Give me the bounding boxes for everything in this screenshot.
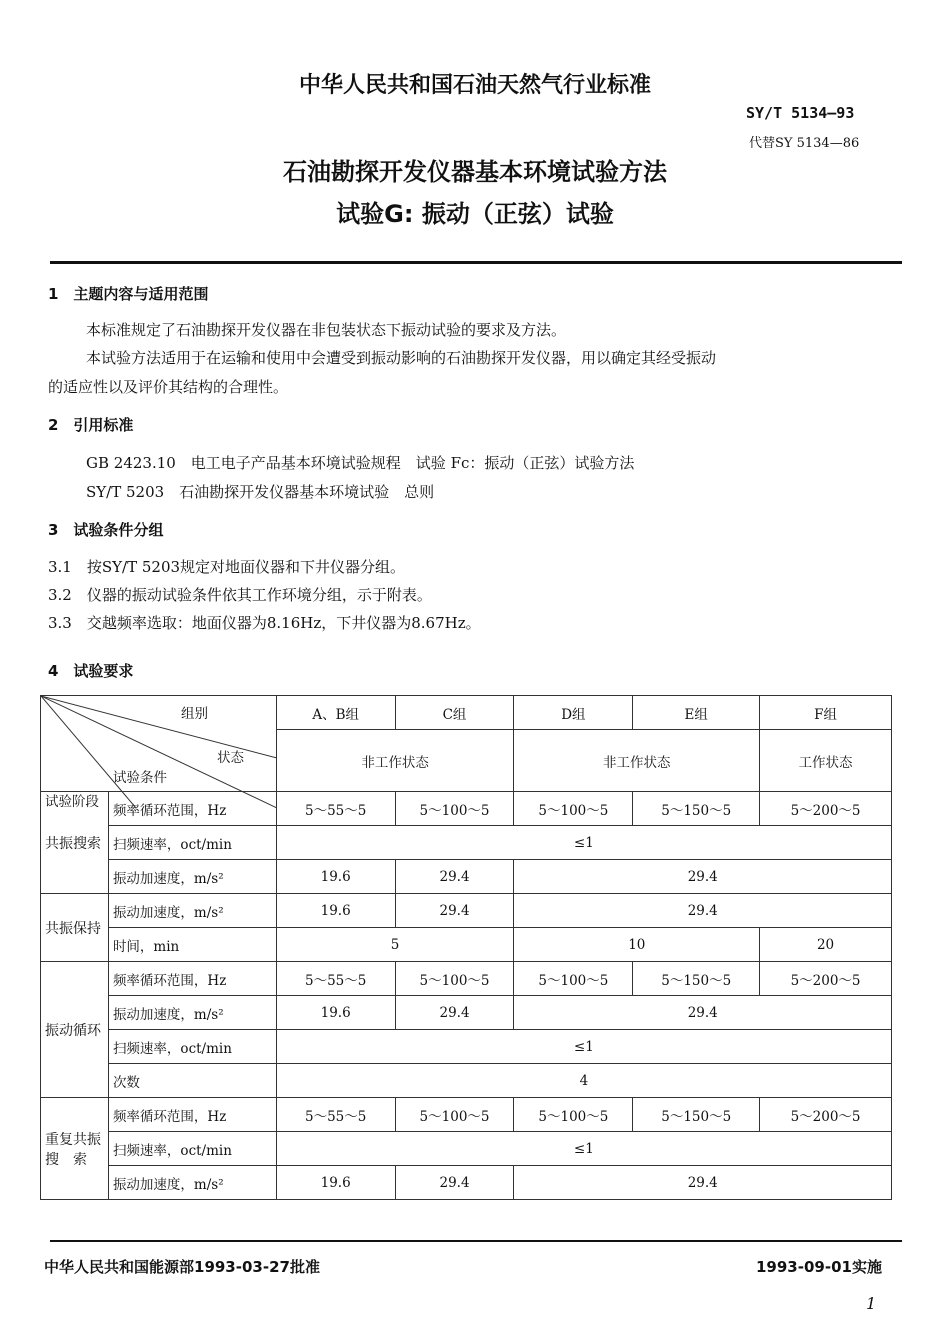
clause-3-2: 3.2 仪器的振动试验条件依其工作环境分组，示于附表。 — [48, 586, 432, 604]
state-working-f: 工作状态 — [760, 730, 892, 792]
diag-group-label: 组别 — [181, 706, 208, 722]
group-e: E组 — [633, 696, 760, 730]
top-rule — [50, 261, 902, 264]
count-all: 4 — [276, 1064, 891, 1098]
cond-accel: 振动加速度，m/s² — [108, 860, 276, 894]
freq-d: 5～100～5 — [514, 792, 633, 826]
test-requirements-table — [40, 695, 892, 1200]
freq-d: 5～100～5 — [514, 1098, 633, 1132]
accel-ab: 19.6 — [276, 860, 395, 894]
stage-vibration-cycle: 振动循环 — [41, 962, 109, 1098]
document-title: 石油勘探开发仪器基本环境试验方法 — [283, 158, 667, 186]
time-de: 10 — [514, 928, 760, 962]
freq-ab: 5～55～5 — [276, 962, 395, 996]
section-2-title: 2 引用标准 — [48, 416, 134, 434]
freq-ab: 5～55～5 — [276, 792, 395, 826]
accel-ab: 19.6 — [276, 1166, 395, 1200]
accel-c: 29.4 — [395, 1166, 514, 1200]
freq-c: 5～100～5 — [395, 962, 514, 996]
freq-d: 5～100～5 — [514, 962, 633, 996]
reference-syt5203: SY/T 5203 石油勘探开发仪器基本环境试验 总则 — [86, 483, 435, 501]
diag-condition-label: 试验条件 — [113, 770, 167, 786]
cond-freq-range: 频率循环范围，Hz — [108, 962, 276, 996]
standard-code: SY/T 5134—93 — [746, 104, 855, 122]
time-abc: 5 — [276, 928, 514, 962]
sweep-all: ≤1 — [276, 1132, 891, 1166]
freq-e: 5～150～5 — [633, 962, 760, 996]
cond-sweep-rate: 扫频速率，oct/min — [108, 1132, 276, 1166]
freq-f: 5～200～5 — [760, 1098, 892, 1132]
freq-c: 5～100～5 — [395, 1098, 514, 1132]
accel-c: 29.4 — [395, 860, 514, 894]
section-1-title: 1 主题内容与适用范围 — [48, 285, 209, 303]
section-1-paragraph-2-cont: 的适应性以及评价其结构的合理性。 — [48, 378, 289, 396]
cond-count: 次数 — [108, 1064, 276, 1098]
bottom-rule — [50, 1240, 902, 1242]
accel-def: 29.4 — [514, 860, 892, 894]
freq-f: 5～200～5 — [760, 792, 892, 826]
cond-accel: 振动加速度，m/s² — [108, 894, 276, 928]
diag-state-label: 状态 — [217, 750, 244, 766]
accel-ab: 19.6 — [276, 996, 395, 1030]
stage-resonance-search: 共振搜索 — [41, 792, 109, 894]
accel-def: 29.4 — [514, 1166, 892, 1200]
implementation-date: 1993-09-01实施 — [756, 1258, 882, 1276]
freq-ab: 5～55～5 — [276, 1098, 395, 1132]
group-d: D组 — [514, 696, 633, 730]
accel-def: 29.4 — [514, 894, 892, 928]
freq-e: 5～150～5 — [633, 792, 760, 826]
accel-ab: 19.6 — [276, 894, 395, 928]
replaces-code: 代替SY 5134—86 — [749, 136, 860, 151]
section-4-title: 4 试验要求 — [48, 662, 134, 680]
diag-stage-label: 试验阶段 — [45, 794, 99, 810]
section-3-title: 3 试验条件分组 — [48, 521, 164, 539]
freq-c: 5～100～5 — [395, 792, 514, 826]
cond-sweep-rate: 扫频速率，oct/min — [108, 826, 276, 860]
group-f: F组 — [760, 696, 892, 730]
clause-3-3: 3.3 交越频率选取：地面仪器为8.16Hz，下井仪器为8.67Hz。 — [48, 614, 481, 632]
diagonal-header-cell — [41, 696, 277, 810]
sweep-all: ≤1 — [276, 826, 891, 860]
freq-e: 5～150～5 — [633, 1098, 760, 1132]
page-number: 1 — [866, 1294, 877, 1313]
accel-c: 29.4 — [395, 894, 514, 928]
stage-resonance-hold: 共振保持 — [41, 894, 109, 962]
cond-accel: 振动加速度，m/s² — [108, 996, 276, 1030]
freq-f: 5～200～5 — [760, 962, 892, 996]
cond-time: 时间，min — [108, 928, 276, 962]
stage-repeat-search: 重复共振搜 索 — [41, 1098, 109, 1200]
cond-accel: 振动加速度，m/s² — [108, 1166, 276, 1200]
document-subtitle: 试验G: 振动（正弦）试验 — [336, 200, 614, 228]
reference-gb2423: GB 2423.10 电工电子产品基本环境试验规程 试验 Fc：振动（正弦）试验方法 — [86, 454, 635, 472]
state-nonworking-de: 非工作状态 — [514, 730, 760, 792]
state-nonworking-abc: 非工作状态 — [276, 730, 514, 792]
issuer-heading: 中华人民共和国石油天然气行业标准 — [298, 73, 651, 98]
clause-3-1: 3.1 按SY/T 5203规定对地面仪器和下井仪器分组。 — [48, 558, 406, 576]
approval-line: 中华人民共和国能源部1993-03-27批准 — [44, 1258, 320, 1276]
section-1-paragraph-1: 本标准规定了石油勘探开发仪器在非包装状态下振动试验的要求及方法。 — [86, 321, 567, 339]
cond-freq-range: 频率循环范围，Hz — [108, 792, 276, 826]
time-f: 20 — [760, 928, 892, 962]
cond-sweep-rate: 扫频速率，oct/min — [108, 1030, 276, 1064]
group-c: C组 — [395, 696, 514, 730]
sweep-all: ≤1 — [276, 1030, 891, 1064]
cond-freq-range: 频率循环范围，Hz — [108, 1098, 276, 1132]
group-ab: A、B组 — [276, 696, 395, 730]
section-1-paragraph-2: 本试验方法适用于在运输和使用中会遭受到振动影响的石油勘探开发仪器，用以确定其经受振动 — [86, 349, 717, 367]
accel-c: 29.4 — [395, 996, 514, 1030]
accel-def: 29.4 — [514, 996, 892, 1030]
